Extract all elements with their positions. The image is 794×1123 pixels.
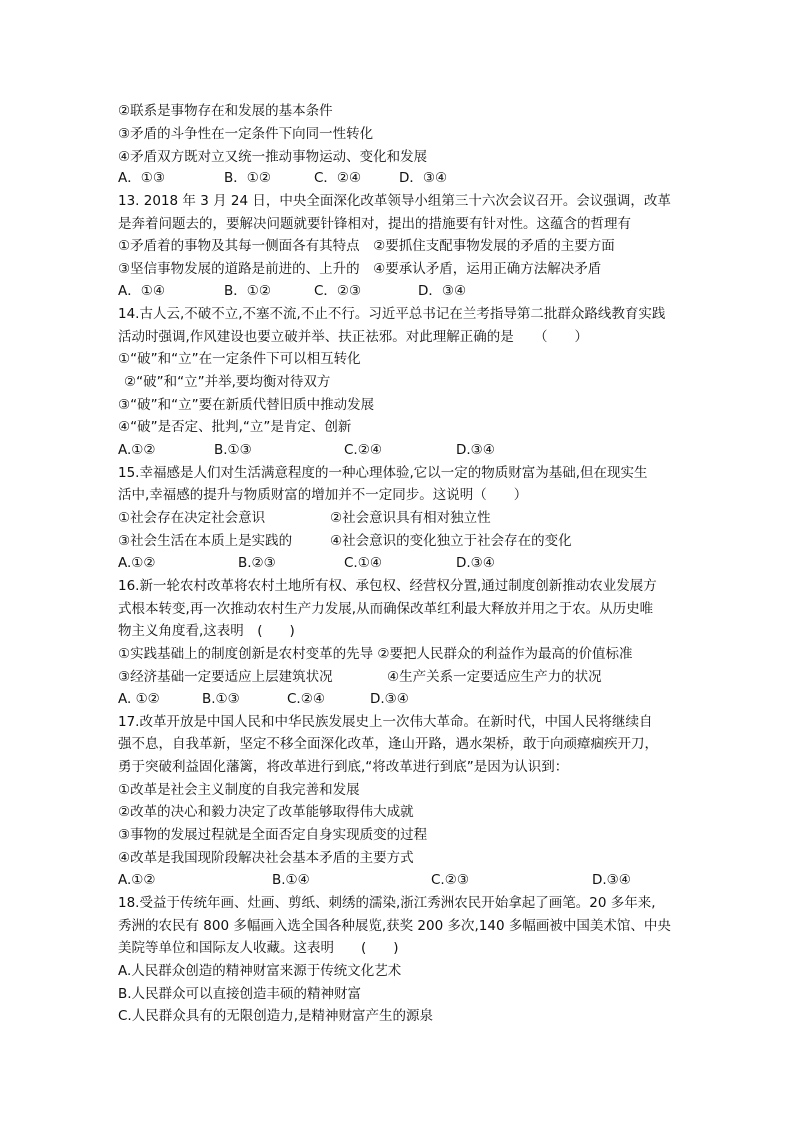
q15-option-b: B.②③: [238, 555, 276, 571]
q13-option-b: B．①②: [224, 283, 271, 299]
q13-items-1-2: ①矛盾着的事物及其每一侧面各有其特点 ②要抓住支配事物发展的矛盾的主要方面: [118, 238, 615, 254]
q14-item-1: ①“破”和“立”在一定条件下可以相互转化: [118, 351, 361, 367]
q15-stem-line-2: 活中,幸福感的提升与物质财富的增加并不一定同步。这说明（ ）: [118, 487, 528, 503]
q18-stem-line-1: 18.受益于传统年画、灶画、剪纸、刺绣的濡染,浙江秀洲农民开始拿起了画笔。20 多年来,: [118, 895, 656, 911]
q14-item-2: ②“破”和“立”并举,要均衡对待双方: [124, 374, 331, 390]
q13-stem-line-1: 13. 2018 年 3 月 24 日，中央全面深化改革领导小组第三十六次会议召开。会议强调，改革: [118, 193, 671, 209]
q18-stem-line-2: 秀洲的农民有 800 多幅画入选全国各种展览,获奖 200 多次,140 多幅画被中国美术馆、中央: [118, 918, 671, 934]
q15-option-a: A.①②: [118, 555, 156, 571]
q17-item-2: ②改革的决心和毅力决定了改革能够取得伟大成就: [118, 804, 414, 820]
q12-option-d: D．③④: [399, 170, 448, 186]
q15-item-2: ②社会意识具有相对独立性: [330, 510, 491, 526]
q17-option-d: D.③④: [592, 872, 631, 888]
q16-option-a: A. ①②: [118, 691, 160, 707]
q16-item-3: ③经济基础一定要适应上层建筑状况: [118, 669, 333, 685]
q12-option-b: B．①②: [224, 170, 271, 186]
q14-item-3: ③“破”和“立”要在新质代替旧质中推动发展: [118, 397, 375, 413]
q12-option-c: C．②④: [314, 170, 362, 186]
q14-item-4: ④“破”是否定、批判,“立”是肯定、创新: [118, 419, 352, 435]
q18-stem-line-3: 美院等单位和国际友人收藏。这表明 ( ): [118, 940, 399, 956]
q13-stem-line-2: 是奔着问题去的，要解决问题就要针锋相对，提出的措施要有针对性。这蕴含的哲理有: [118, 216, 631, 232]
q14-option-d: D.③④: [456, 442, 495, 458]
q15-option-c: C.①④: [344, 555, 382, 571]
q13-items-3-4: ③坚信事物发展的道路是前进的、上升的 ④要承认矛盾，运用正确方法解决矛盾: [118, 261, 602, 277]
q17-stem-line-1: 17.改革开放是中国人民和中华民族发展史上一次伟大革命。在新时代，中国人民将继续自: [118, 714, 653, 730]
q17-item-1: ①改革是社会主义制度的自我完善和发展: [118, 782, 360, 798]
q18-option-c: C.人民群众具有的无限创造力,是精神财富产生的源泉: [118, 1008, 434, 1024]
q17-item-3: ③事物的发展过程就是全面否定自身实现质变的过程: [118, 827, 428, 843]
q15-item-3: ③社会生活在本质上是实践的: [118, 533, 293, 549]
q14-stem-line-2: 活动时强调,作风建设也要立破并举、扶正祛邪。对此理解正确的是 （ ）: [118, 329, 589, 345]
q17-item-4: ④改革是我国现阶段解决社会基本矛盾的主要方式: [118, 850, 414, 866]
q16-stem-line-3: 物主义角度看,这表明 ( ): [118, 623, 295, 639]
q13-option-c: C．②③: [314, 283, 362, 299]
q16-item-4: ④生产关系一定要适应生产力的状况: [387, 669, 602, 685]
q12-item-2: ②联系是事物存在和发展的基本条件: [118, 103, 333, 119]
q17-option-a: A.①②: [118, 872, 156, 888]
q12-item-4: ④矛盾双方既对立又统一推动事物运动、变化和发展: [118, 149, 428, 165]
q16-option-d: D.③④: [370, 691, 409, 707]
q15-item-1: ①社会存在决定社会意识: [118, 510, 266, 526]
q14-option-a: A.①②: [118, 442, 156, 458]
q16-option-c: C.②④: [287, 691, 325, 707]
q13-option-a: A．①④: [118, 283, 165, 299]
q17-stem-line-2: 强不息，自我革新，坚定不移全面深化改革，逢山开路，遇水架桥，敢于向顽瘴痼疾开刀，: [118, 736, 658, 752]
q15-stem-line-1: 15.幸福感是人们对生活满意程度的一种心理体验,它以一定的物质财富为基础,但在现实生: [118, 465, 648, 481]
q14-stem-line-1: 14.古人云,不破不立,不塞不流,不止不行。习近平总书记在兰考指导第二批群众路线教育实践: [118, 306, 666, 322]
q15-item-4: ④社会意识的变化独立于社会存在的变化: [330, 533, 572, 549]
q17-option-c: C.②③: [431, 872, 469, 888]
q14-option-b: B.①③: [214, 442, 252, 458]
q16-stem-line-1: 16.新一轮农村改革将农村土地所有权、承包权、经营权分置,通过制度创新推动农业发展方: [118, 578, 657, 594]
q17-stem-line-3: 勇于突破利益固化藩篱，将改革进行到底,“将改革进行到底”是因为认识到：: [118, 759, 569, 775]
q17-option-b: B.①④: [272, 872, 310, 888]
q13-option-d: D．③④: [418, 283, 467, 299]
q16-stem-line-2: 式根本转变,再一次推动农村生产力发展,从而确保改革红利最大释放并用之于农。从历史唯: [118, 601, 654, 617]
q18-option-b: B.人民群众可以直接创造丰硕的精神财富: [118, 986, 362, 1002]
q14-option-c: C.②④: [344, 442, 382, 458]
q12-option-a: A．①③: [118, 170, 165, 186]
q12-item-3: ③矛盾的斗争性在一定条件下向同一性转化: [118, 126, 374, 142]
q16-items-1-2: ①实践基础上的制度创新是农村变革的先导 ②要把人民群众的利益作为最高的价值标准: [118, 646, 633, 662]
q18-option-a: A.人民群众创造的精神财富来源于传统文化艺术: [118, 963, 402, 979]
q15-option-d: D.③④: [456, 555, 495, 571]
q16-option-b: B.①③: [202, 691, 240, 707]
